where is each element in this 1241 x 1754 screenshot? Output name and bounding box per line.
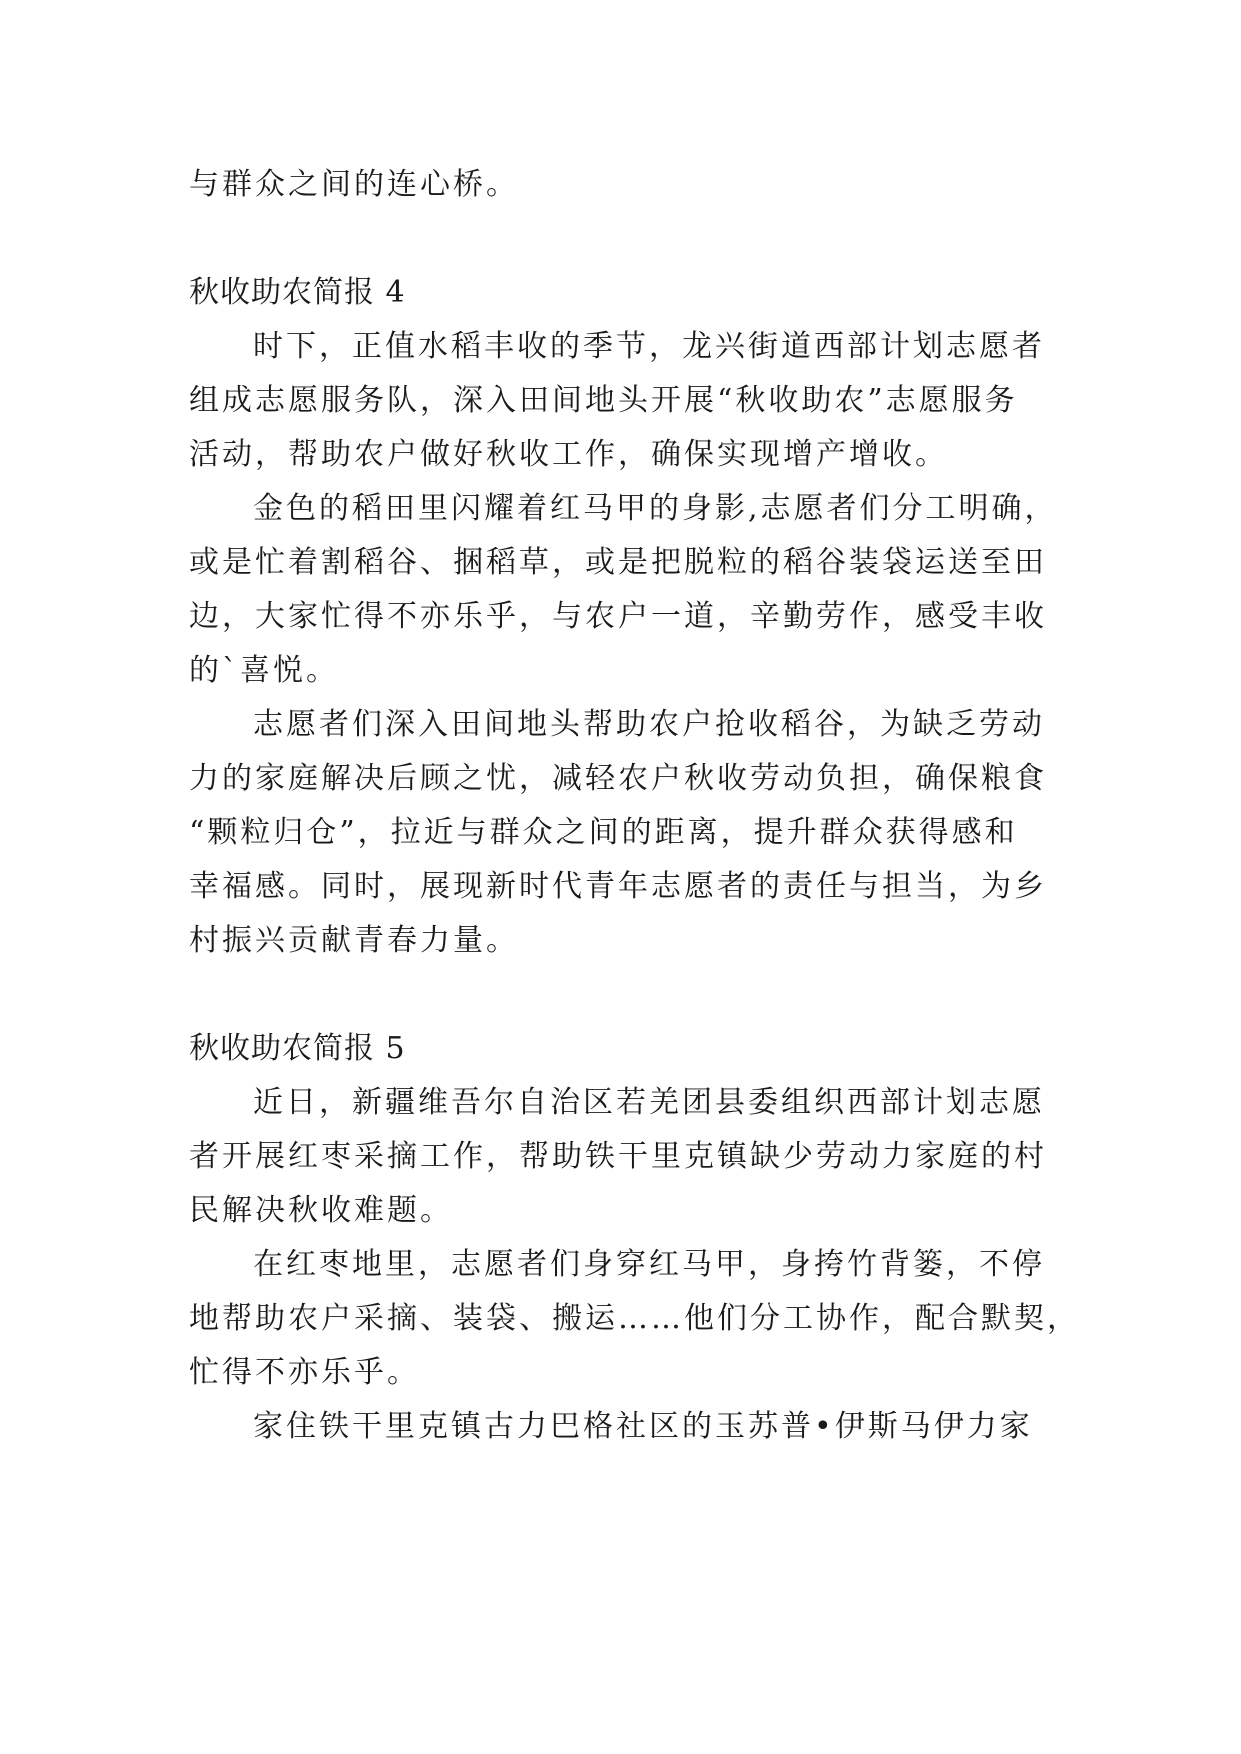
section-5-paragraph-1: [189, 1076, 1053, 1238]
section-5-paragraph-2: [189, 1238, 1080, 1400]
paragraph-line: 力的家庭解决后顾之忧，减轻农户秋收劳动负担，确保粮食: [189, 761, 1047, 796]
section-spacer: [189, 212, 1053, 266]
paragraph-line: 边，大家忙得不亦乐乎，与农户一道，辛勤劳作，感受丰收: [189, 599, 1047, 634]
paragraph-line: 民解决秋收难题。: [189, 1193, 453, 1228]
paragraph-line: 组成志愿服务队，深入田间地头开展“秋收助农”志愿服务: [189, 383, 1018, 418]
paragraph-line: 金色的稻田里闪耀着红马甲的身影,志愿者们分工明确，: [253, 491, 1058, 526]
paragraph-line: 或是忙着割稻谷、捆稻草，或是把脱粒的稻谷装袋运送至田: [189, 545, 1047, 580]
section-4-title: 秋收助农简报 4: [189, 275, 406, 310]
paragraph-line: 的`喜悦。: [189, 653, 339, 688]
paragraph-line: 忙得不亦乐乎。: [189, 1355, 420, 1390]
paragraph-line: 地帮助农户采摘、装袋、搬运……他们分工协作，配合默契，: [189, 1301, 1080, 1336]
paragraph-line: 幸福感。同时，展现新时代青年志愿者的责任与担当，为乡: [189, 869, 1047, 904]
paragraph-line: 活动，帮助农户做好秋收工作，确保实现增产增收。: [189, 437, 948, 472]
section-5-paragraph-3: [189, 1400, 1053, 1454]
section-5-title: 秋收助农简报 5: [189, 1031, 406, 1066]
paragraph-line: 者开展红枣采摘工作，帮助铁干里克镇缺少劳动力家庭的村: [189, 1139, 1047, 1174]
section-spacer: [189, 968, 1053, 1022]
paragraph-line: 时下，正值水稻丰收的季节，龙兴街道西部计划志愿者: [253, 329, 1045, 364]
paragraph-line: “颗粒归仓”，拉近与群众之间的距离，提升群众获得感和: [189, 815, 1018, 850]
paragraph-line: 近日，新疆维吾尔自治区若羌团县委组织西部计划志愿: [253, 1085, 1045, 1120]
opening-line: 与群众之间的连心桥。: [189, 167, 519, 202]
document-body: [189, 158, 1080, 1454]
section-4-paragraph-1: [189, 320, 1053, 482]
section-4-paragraph-2: [189, 482, 1058, 698]
section-4-paragraph-3: [189, 698, 1053, 968]
paragraph-line: 志愿者们深入田间地头帮助农户抢收稻谷，为缺乏劳动: [253, 707, 1045, 742]
paragraph-line: 村振兴贡献青春力量。: [189, 923, 519, 958]
paragraph-line: 家住铁干里克镇古力巴格社区的玉苏普•伊斯马伊力家: [253, 1409, 1033, 1444]
paragraph-line: 在红枣地里，志愿者们身穿红马甲，身挎竹背篓，不停: [253, 1247, 1045, 1282]
